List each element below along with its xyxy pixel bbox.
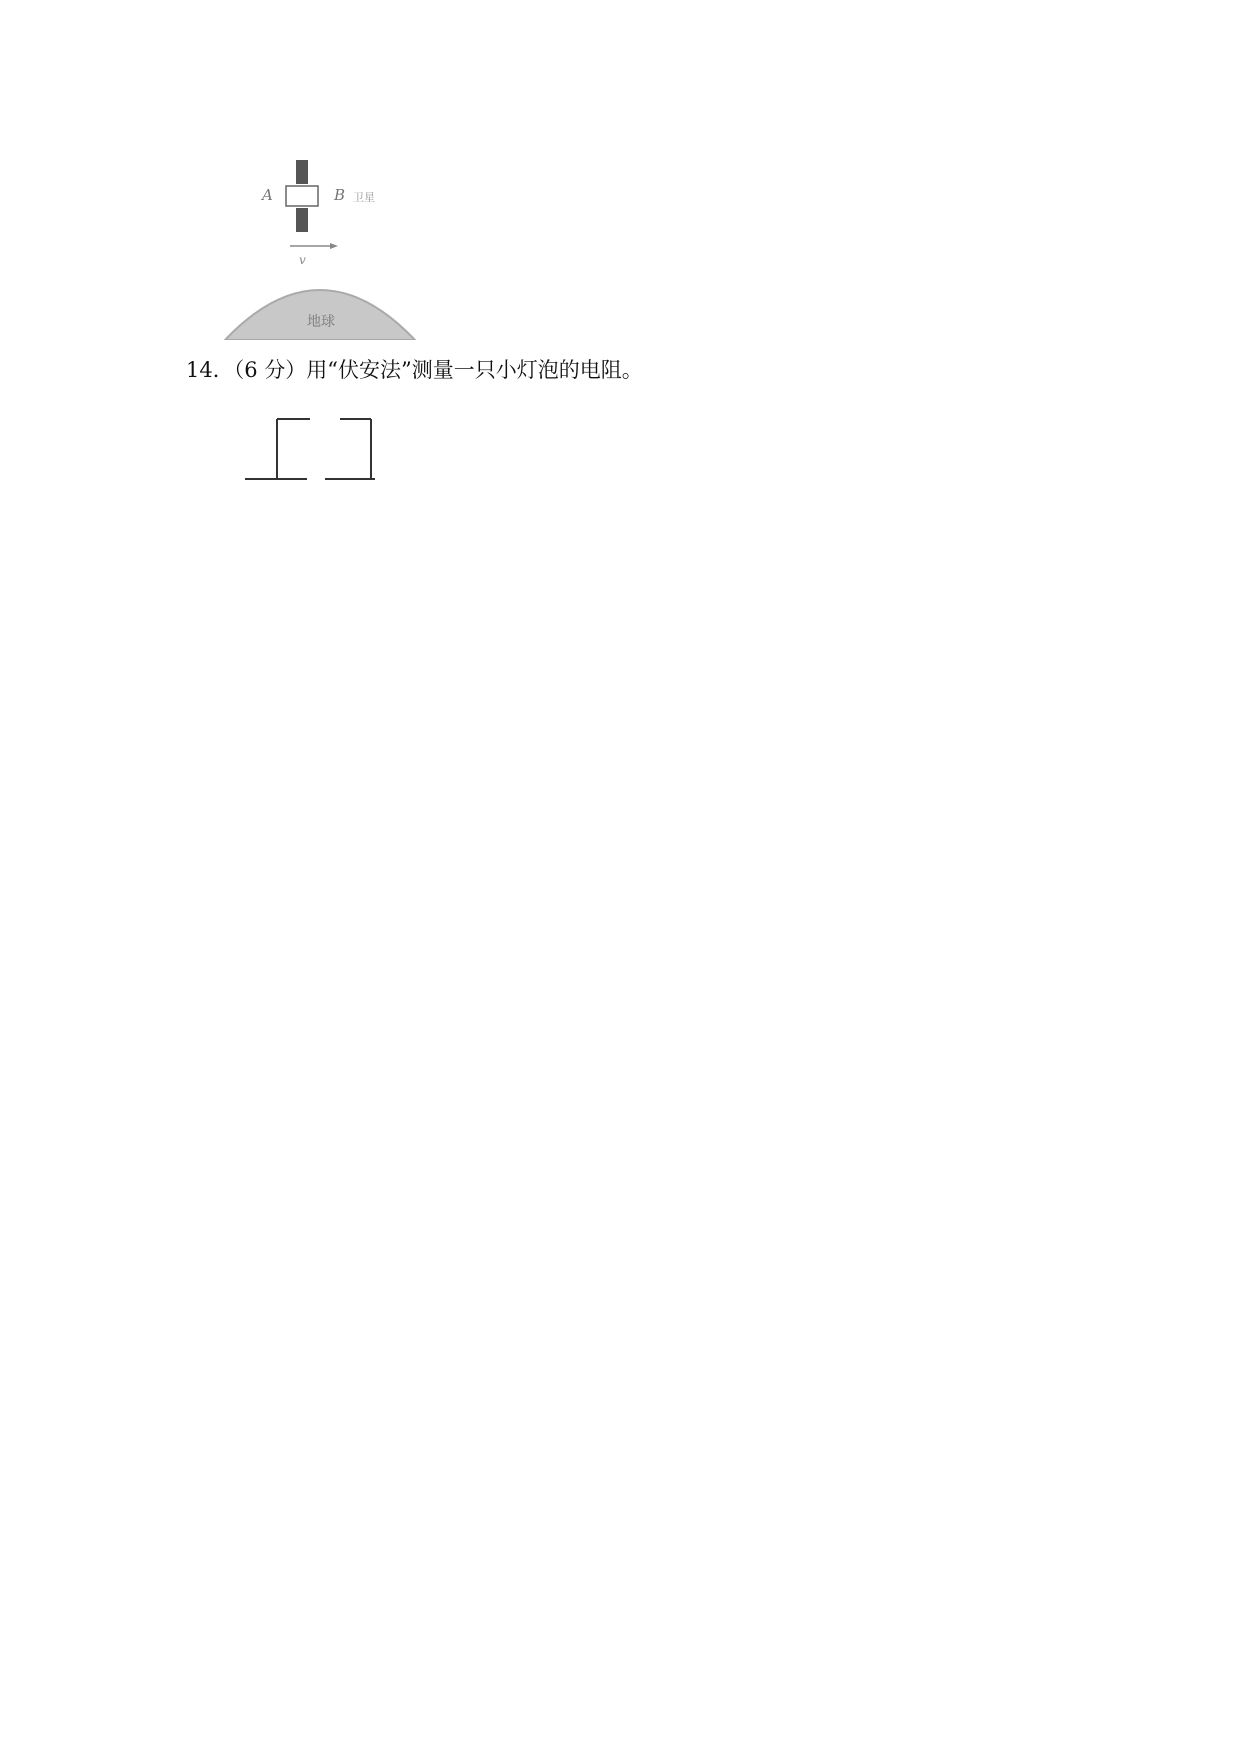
label-v: v xyxy=(299,253,306,267)
label-a: A xyxy=(262,186,273,204)
label-satellite: 卫星 xyxy=(353,191,375,204)
circuit-diagram xyxy=(215,405,495,615)
label-b: B xyxy=(334,186,346,204)
satellite-earth-figure xyxy=(220,150,420,340)
q14-stem: 14．（6 分）用“伏安法”测量一只小灯泡的电阻。 xyxy=(186,358,643,382)
label-earth: 地球 xyxy=(307,314,335,330)
